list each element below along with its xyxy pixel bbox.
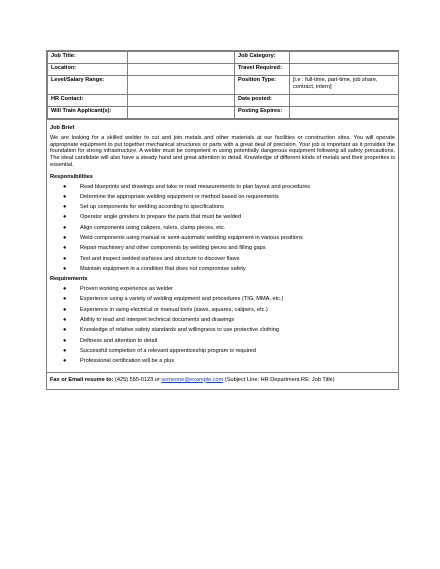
field-label: Will Train Applicant(s): (48, 107, 128, 119)
field-label: Posting Expires: (235, 107, 290, 119)
bullet-icon: ● (63, 235, 67, 241)
field-value[interactable] (290, 107, 399, 119)
list-item (50, 204, 395, 210)
list-item-text: Weld components using manual or semi-automatic welding equipment in various positions (80, 235, 303, 241)
job-brief-heading: Job Brief (50, 125, 75, 131)
bullet-icon: ● (63, 358, 67, 365)
list-item (50, 184, 395, 190)
bullet-icon: ● (63, 255, 67, 262)
bullet-icon: ● (63, 286, 67, 293)
field-value[interactable]: [i.e : full-time, part-time, job share, contract, intern] (290, 76, 399, 95)
bullet-icon: ● (63, 337, 67, 344)
list-item-text: Knowledge of relative safety standards and willingness to use protective clothing (80, 327, 280, 334)
field-value[interactable] (128, 107, 235, 119)
info-row (48, 64, 399, 76)
list-item-text: Maintain equipment in a condition that does not compromise safety (80, 265, 246, 272)
list-item-text: Ability to read and interpret technical documents and drawings (80, 317, 235, 324)
list-item (50, 348, 395, 354)
list-item (50, 296, 395, 302)
list-item-text: Read blueprints and drawings and take or read measurements to plan layout and procedures (80, 183, 311, 190)
list-item (50, 194, 395, 200)
list-item-text: Repair machinery and other components by welding pieces and filling gaps (80, 245, 266, 252)
info-row (48, 107, 399, 119)
list-item-text: Proven working experience as welder (80, 286, 173, 293)
responsibilities-heading: Responsibilities (50, 173, 93, 180)
list-item-text: Experience using a variety of welding equipment and procedures (TIG, MMA, etc.) (80, 296, 284, 303)
list-item (50, 214, 395, 220)
job-description-document (46, 50, 399, 390)
list-item (50, 225, 395, 231)
list-item (50, 266, 395, 272)
list-item-text: Set up components for welding according to specifications (80, 204, 224, 211)
list-item-text: Align components using calipers, rulers, clamp pieces, etc. (80, 224, 226, 231)
info-row (48, 76, 399, 95)
field-value[interactable] (290, 95, 399, 107)
bullet-icon: ● (63, 327, 67, 334)
resume-email-link[interactable]: someone@example.com (161, 376, 224, 383)
field-label: Position Type: (235, 76, 290, 95)
bullet-icon: ● (63, 347, 67, 354)
field-label: HR Contact: (48, 95, 128, 107)
requirements-heading: Requirements (50, 276, 88, 283)
bullet-icon: ● (63, 306, 67, 313)
bullet-icon: ● (63, 193, 67, 200)
bullet-icon: ● (63, 183, 67, 190)
job-info-table (47, 51, 399, 119)
list-item (50, 338, 395, 344)
field-value[interactable] (290, 64, 399, 76)
list-item (50, 245, 395, 251)
field-value[interactable] (128, 95, 235, 107)
list-item-text: Successful completion of a relevant apprenticeship program is required (80, 347, 256, 354)
field-value[interactable] (128, 76, 235, 95)
field-label: Job Title: (48, 52, 128, 64)
list-item-text: Experience in using electrical or manual tools (saws, squares, calipers, etc.) (80, 306, 268, 313)
field-label: Travel Required: (235, 64, 290, 76)
list-item (50, 256, 395, 262)
bullet-icon: ● (63, 245, 67, 252)
list-item-text: Determine the appropriate welding equipment or method based on requirements (80, 193, 279, 200)
resume-label: Fax or Email resume to: (50, 376, 114, 383)
bullet-icon: ● (63, 296, 67, 303)
bullet-icon: ● (63, 265, 67, 272)
list-item-text: Deftness and attention to detail (80, 337, 158, 344)
field-label: Job Category: (235, 52, 290, 64)
field-label: Location: (48, 64, 128, 76)
list-item (50, 286, 395, 292)
requirements-list (50, 286, 395, 364)
bullet-icon: ● (63, 204, 67, 211)
list-item (50, 327, 395, 333)
field-value[interactable] (290, 52, 399, 64)
field-label: Level/Salary Range: (48, 76, 128, 95)
list-item (50, 235, 395, 241)
info-row (48, 95, 399, 107)
list-item (50, 307, 395, 313)
list-item-text: Professional certification will be a plus (80, 358, 175, 365)
resume-phone: (425) 555-0123 or (114, 376, 160, 383)
field-label: Date posted: (235, 95, 290, 107)
responsibilities-list (50, 184, 395, 273)
resume-instructions (47, 372, 398, 389)
list-item-text: Operator angle grinders to prepare the parts that must be welded (80, 214, 242, 221)
bullet-icon: ● (63, 317, 67, 324)
job-brief-text: We are looking for a skilled welder to cut and join metals and other materials at our facilities or construction sites. You will operate appropriate equipment to put together mechanical structures or parts with a great deal of precision. Your job is important as it provides the foundation for strong infrastructure. A welder must be competent in using potentially dangerous equipment following all safety precautions. The ideal candidate will also have a steady hand and great attention to detail. Knowledge of different kinds of metals and their properties is essential. (50, 135, 395, 168)
list-item (50, 317, 395, 323)
bullet-icon: ● (63, 214, 67, 221)
resume-subject: (Subject Line: HR Department RE: Job Title) (224, 376, 335, 383)
info-row (48, 52, 399, 64)
field-value[interactable] (128, 52, 235, 64)
list-item-text: Test and inspect welded surfaces and structure to discover flaws (80, 255, 240, 262)
field-value[interactable] (128, 64, 235, 76)
job-content-section (47, 119, 398, 372)
bullet-icon: ● (63, 224, 67, 231)
list-item (50, 358, 395, 364)
